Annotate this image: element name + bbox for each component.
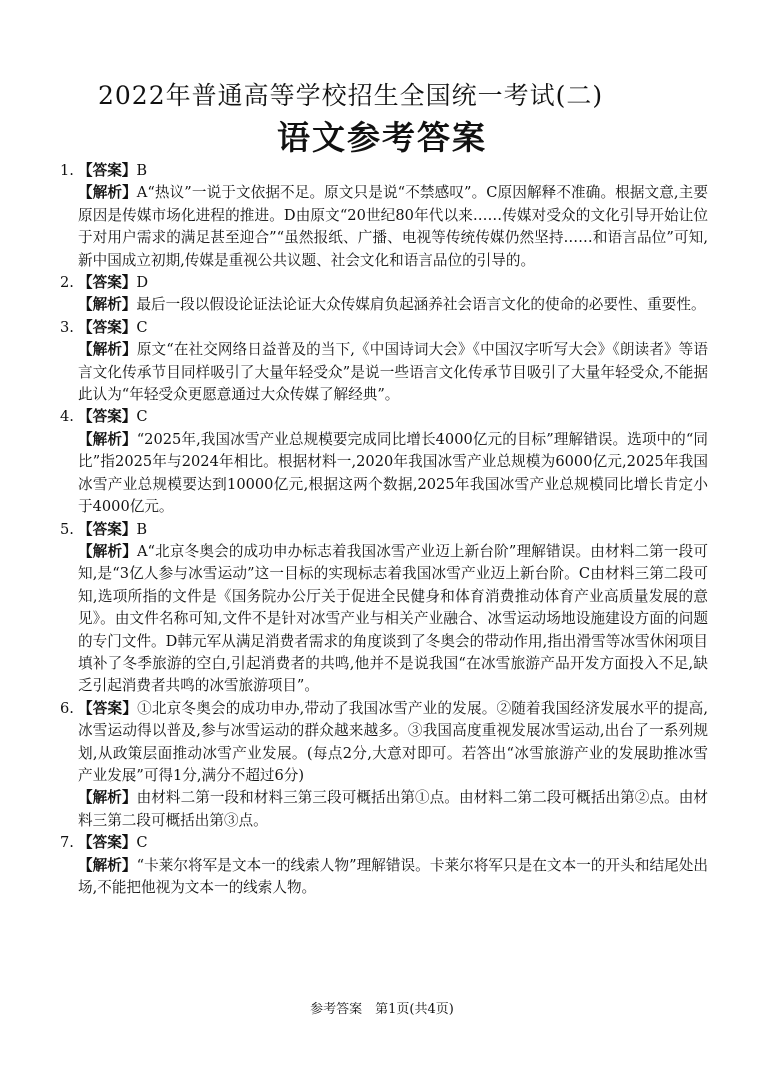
- answer-label: 【答案】: [78, 162, 137, 179]
- explanation-label: 【解析】: [78, 184, 137, 202]
- explanation-label: 【解析】: [78, 341, 137, 359]
- explanation-label: 【解析】: [78, 856, 137, 874]
- exam-title: 2022年普通高等学校招生全国统一考试(二): [98, 81, 604, 110]
- answers-list: [60, 160, 708, 899]
- answer-label: 【答案】: [78, 318, 137, 336]
- answer-label: 【答案】: [78, 834, 137, 852]
- question-number: 7.: [60, 834, 74, 852]
- explanation-text: 由材料二第一段和材料三第三段可概括出第①点。由材料二第二段可概括出第②点。由材料三第二段可概括出第③点。: [78, 789, 708, 829]
- answer-item-4: [60, 406, 708, 518]
- answer-value: C: [136, 318, 148, 336]
- answer-item-2: [60, 272, 708, 317]
- answer-label: 【答案】: [78, 408, 137, 426]
- answer-value: D: [136, 274, 149, 292]
- question-number: 2.: [60, 274, 74, 292]
- answer-value: C: [136, 408, 148, 426]
- explanation-text: A“北京冬奥会的成功申办标志着我国冰雪产业迈上新台阶”理解错误。由材料二第一段可知,是“3亿人参与冰雪运动”这一目标的实现标志着我国冰雪产业迈上新台阶。C由材料三第二段可知,选项所指的文件是《国务院办公厅关于促进全民健身和体育消费推动体育产业高质量发展的意见》。由文件名称可知,文件不是针对冰雪产业与相关产业融合、冰雪运动场地设施建设方面的问题的专门文件。D韩元军从满足消费者需求的角度谈到了冬奥会的带动作用,指出滑雪等冰雪休闲项目填补了冬季旅游的空白,引起消费者的共鸣,他并不是说我国“在冰雪旅游产品开发方面投入不足,缺乏引起消费者共鸣的冰雪旅游项目”。: [78, 542, 708, 695]
- answer-item-5: [60, 519, 708, 698]
- explanation-label: 【解析】: [78, 430, 137, 448]
- answer-item-6: [60, 698, 708, 832]
- question-number: 4.: [60, 408, 74, 426]
- explanation-text: A“热议”一说于文依据不足。原文只是说“不禁感叹”。C原因解释不准确。根据文意,主要原因是传媒市场化进程的推进。D由原文“20世纪80年代以来……传媒对受众的文化引导开始让位于对用户需求的满足甚至迎合”“虽然报纸、广播、电视等传统传媒仍然坚持……和语言品位”可知,新中国成立初期,传媒是重视公共议题、社会文化和语言品位的引导的。: [78, 184, 708, 269]
- answer-value: B: [136, 162, 148, 179]
- answer-value: C: [136, 834, 148, 852]
- explanation-label: 【解析】: [78, 789, 137, 807]
- explanation-text: “卡莱尔将军是文本一的线索人物”理解错误。卡莱尔将军只是在文本一的开头和结尾处出场,不能把他视为文本一的线索人物。: [78, 856, 708, 896]
- answer-item-1: [60, 160, 708, 272]
- question-number: 6.: [60, 699, 74, 717]
- answer-value: B: [136, 520, 148, 538]
- explanation-text: 原文“在社交网络日益普及的当下,《中国诗词大会》《中国汉字听写大会》《朗读者》等语言文化传承节目同样吸引了大量年轻受众”是说一些语言文化传承节目吸引了大量年轻受众,不能据此认为“年轻受众更愿意通过大众传媒了解经典”。: [78, 341, 708, 404]
- answer-label: 【答案】: [78, 520, 137, 538]
- explanation-text: “2025年,我国冰雪产业总规模要完成同比增长4000亿元的目标”理解错误。选项中的“同比”指2025年与2024年相比。根据材料一,2020年我国冰雪产业总规模为6000亿元,2025年我国冰雪产业总规模要达到10000亿元,根据这两个数据,2025年我国冰雪产业总规模同比增长肯定小于4000亿元。: [78, 430, 708, 516]
- explanation-label: 【解析】: [78, 542, 137, 560]
- answer-label: 【答案】: [78, 274, 137, 292]
- answer-value: ①北京冬奥会的成功申办,带动了我国冰雪产业的发展。②随着我国经济发展水平的提高,冰雪运动得以普及,参与冰雪运动的群众越来越多。③我国高度重视发展冰雪运动,出台了一系列规划,从政策层面推动冰雪产业发展。(每点2分,大意对即可。若答出“冰雪旅游产业的发展助推冰雪产业发展”可得1分,满分不超过6分): [78, 699, 708, 784]
- answer-item-3: [60, 317, 708, 407]
- page-title: 语文参考答案: [277, 118, 487, 157]
- question-number: 1.: [60, 162, 74, 179]
- question-number: 3.: [60, 318, 74, 336]
- answer-item-7: [60, 832, 708, 899]
- explanation-label: 【解析】: [78, 296, 137, 314]
- explanation-text: 最后一段以假设论证法论证大众传媒肩负起涵养社会语言文化的使命的必要性、重要性。: [136, 296, 706, 314]
- page-footer: 参考答案 第1页(共4页): [310, 1002, 454, 1017]
- answer-label: 【答案】: [78, 699, 138, 717]
- question-number: 5.: [60, 520, 74, 538]
